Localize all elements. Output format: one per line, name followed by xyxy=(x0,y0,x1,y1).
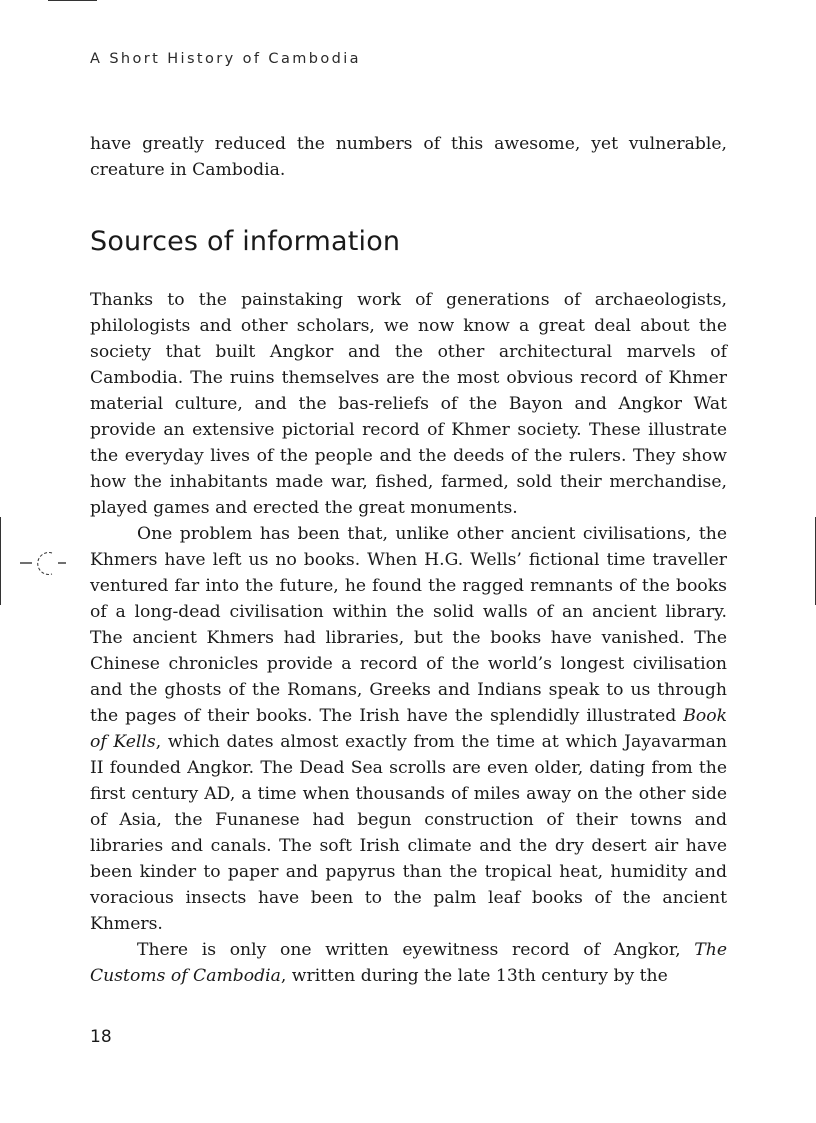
section-heading: Sources of information xyxy=(90,226,401,257)
intro-paragraph: have greatly reduced the numbers of this awesome, yet vulnerable, creature in Cambodia. xyxy=(90,134,727,180)
paragraph-3 xyxy=(90,937,727,989)
paragraph-2-text-a: One problem has been that, unlike other ancient civilisations, the Khmers have left us no books. When H.G. Wells’ fictional time traveller ventured far into the future, he found the ragged remnants of the books of a long-dead civilisation within the solid walls of an ancient library. The ancient Khmers had libraries, but the books have vanished. The Chinese chronicles provide a record of the world’s longest civilisation and the ghosts of the Romans, Greeks and Indians speak to us through the pages of their books. The Irish have the splendidly illustrated xyxy=(90,524,727,726)
running-head: A Short History of Cambodia xyxy=(90,51,361,67)
book-title-kells: Book of Kells xyxy=(90,706,727,752)
paragraph-2 xyxy=(90,521,727,937)
intro-text xyxy=(90,131,727,183)
crop-mark-left xyxy=(0,517,1,605)
paragraph-3-text-b: , written during the late 13th century by the xyxy=(280,966,668,986)
registration-mark-icon xyxy=(18,548,88,580)
paragraph-3-text-a: There is only one written eyewitness record of Angkor, xyxy=(137,940,695,960)
page-number: 18 xyxy=(90,1027,112,1047)
paragraph-1: Thanks to the painstaking work of generations of archaeologists, philologists and other scholars, we now know a great deal about the society that built Angkor and the other architectural marvels of Cambodia. The ruins themselves are the most obvious record of Khmer material culture, and the bas-reliefs of the Bayon and Angkor Wat provide an extensive pictorial record of Khmer society. These illustrate the everyday lives of the people and the deeds of the rulers. They show how the inhabitants made war, fished, farmed, sold their merchandise, played games and erected the great monuments. xyxy=(90,290,727,518)
crop-mark-top xyxy=(48,0,97,1)
section-body xyxy=(90,287,727,989)
paragraph-2-text-b: , which dates almost exactly from the time at which Jayavarman II founded Angkor. The Dead Sea scrolls are even older, dating from the first century AD, a time when thousands of miles away on the other side of Asia, the Funanese had begun construction of their towns and libraries and canals. The soft Irish climate and the dry desert air have been kinder to paper and papyrus than the tropical heat, humidity and voracious insects have been to the palm leaf books of the ancient Khmers. xyxy=(90,732,727,934)
book-title-customs: The Customs of Cambodia xyxy=(90,940,727,986)
